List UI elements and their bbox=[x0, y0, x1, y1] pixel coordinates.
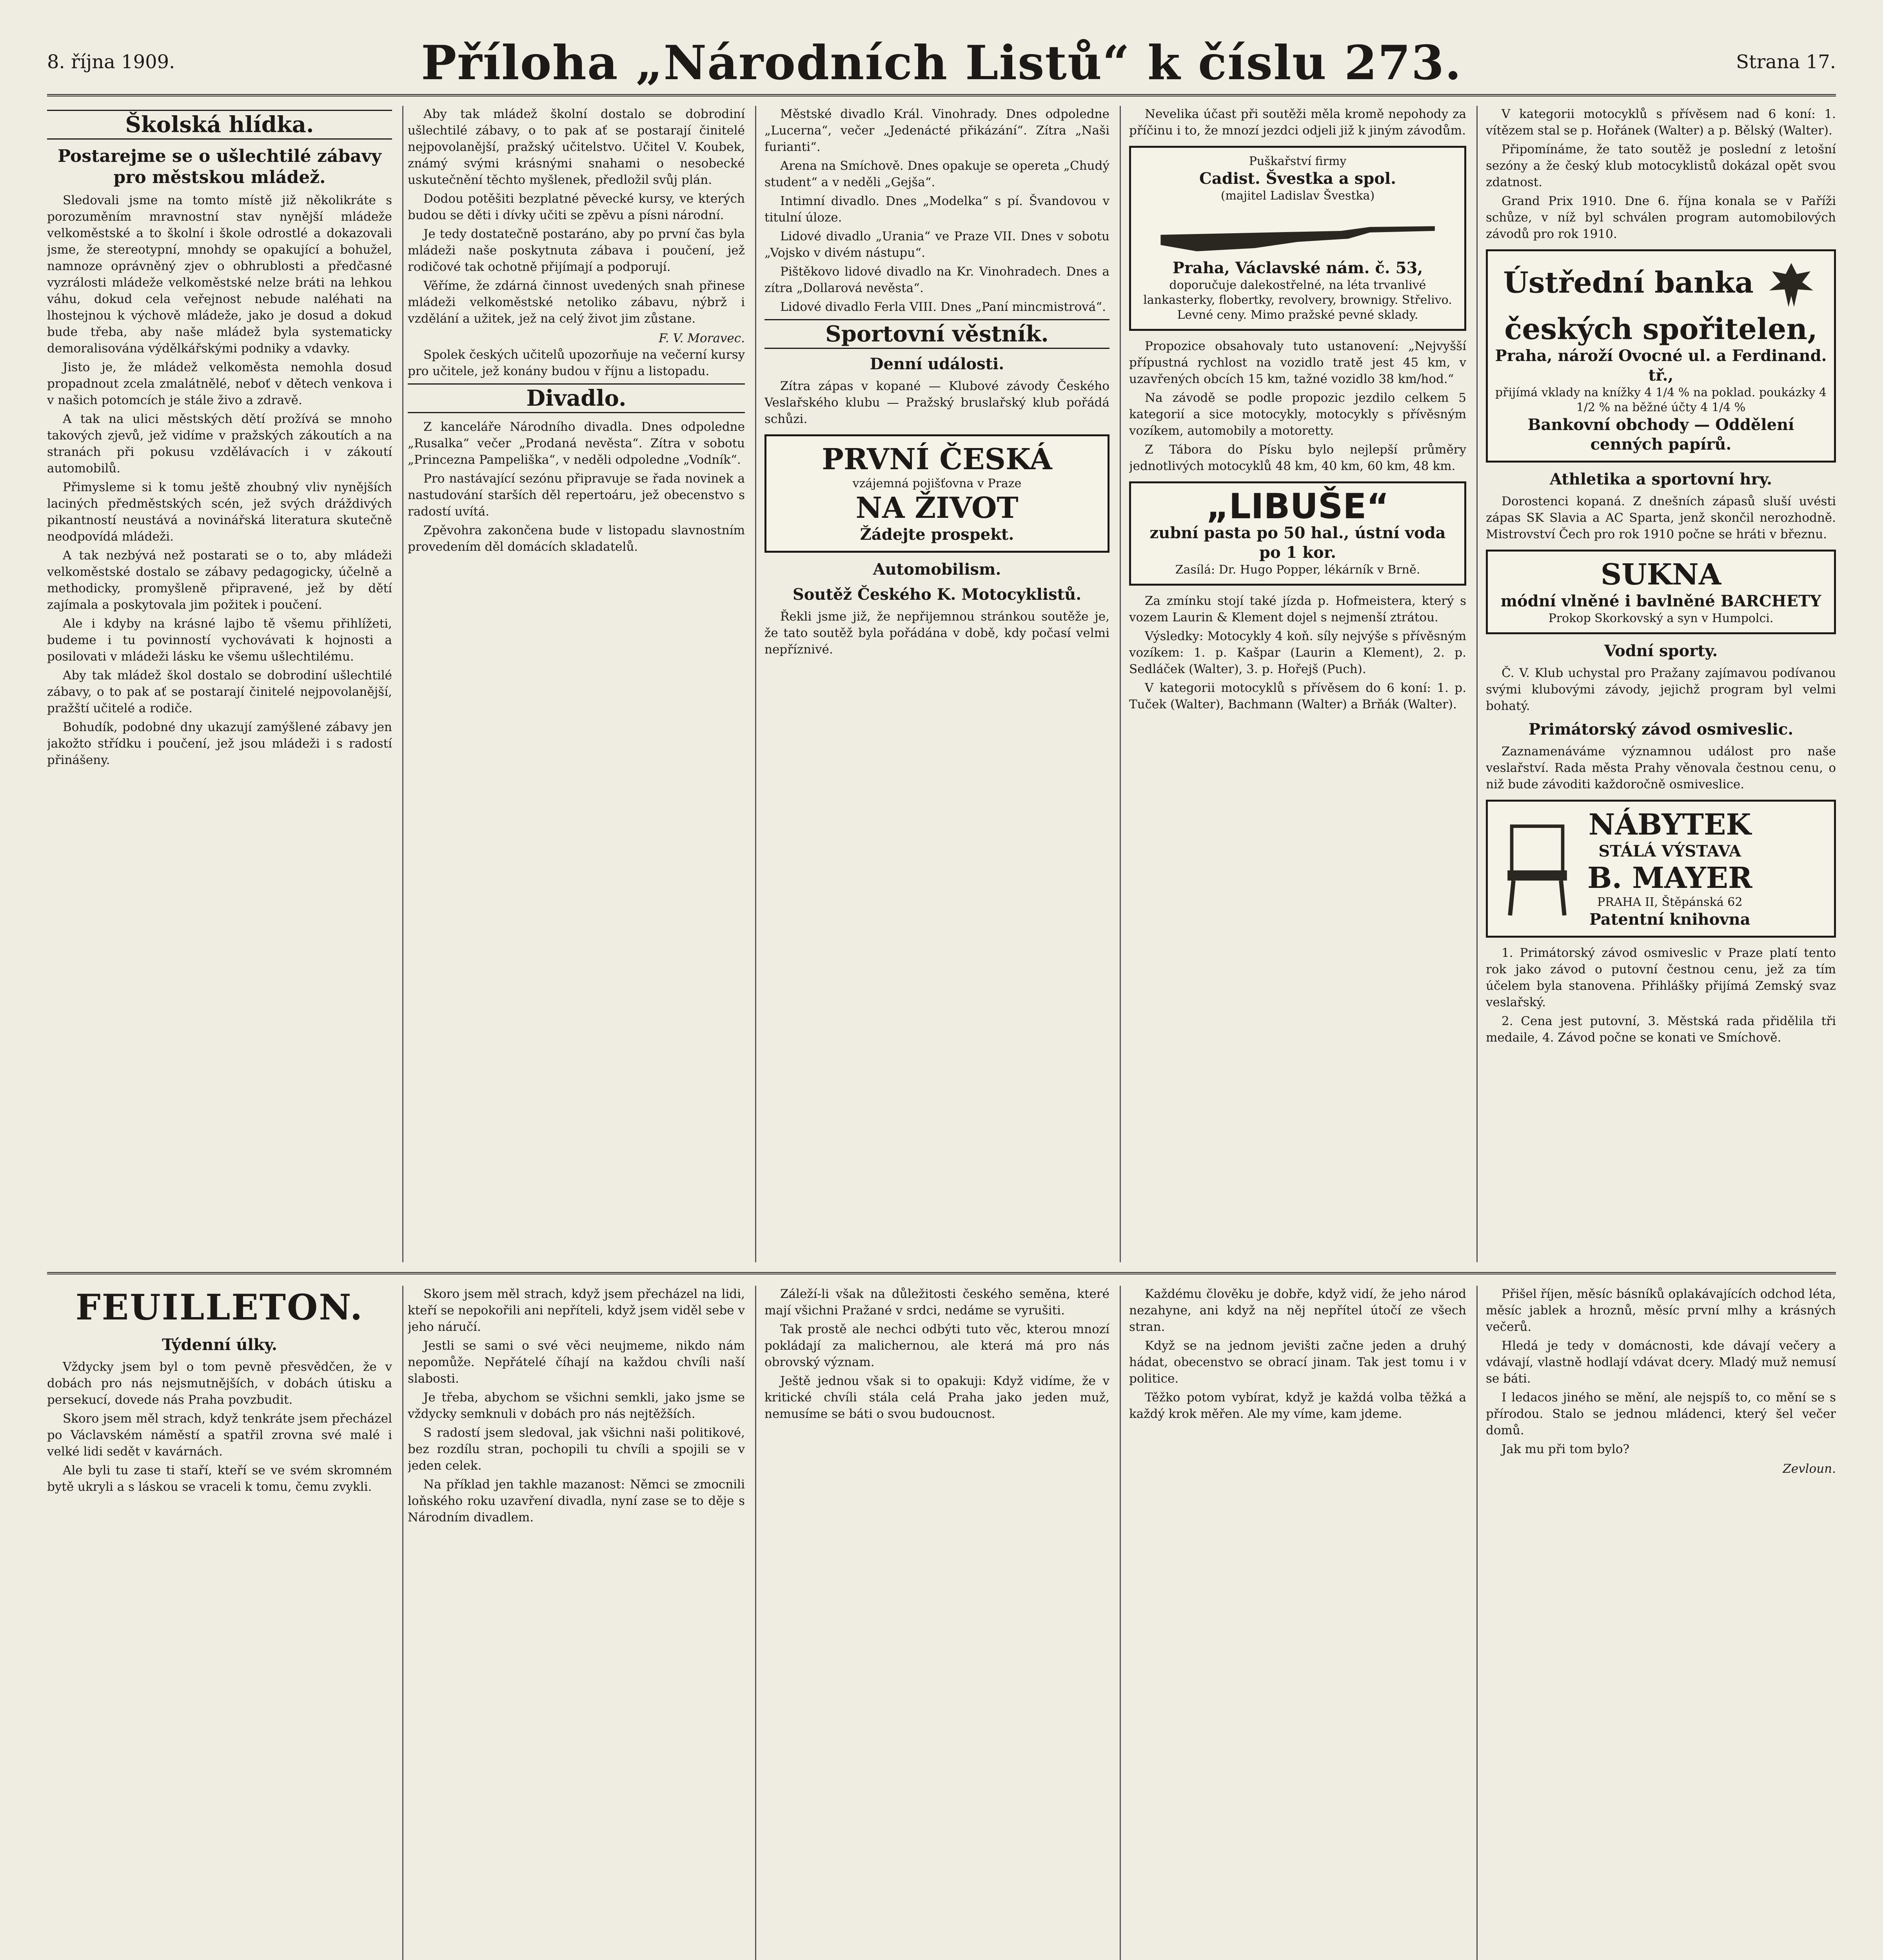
paragraph: Věříme, že zdárná činnost uvedených snah přinese mládeži velkoměstské netoliko zábavu, nýbrž i vzdělání a užitek, jež na celý život jim zůstane. bbox=[408, 279, 745, 326]
ad-headline: NÁBYTEK bbox=[1588, 808, 1751, 842]
ad-headline: SUKNA bbox=[1600, 558, 1721, 592]
ad-headline: PRVNÍ ČESKÁ bbox=[822, 443, 1052, 476]
ad-text: Puškařství firmy bbox=[1249, 154, 1347, 168]
paragraph: Ale byli tu zase ti staří, kteří se ve svém skromném bytě ukryli a s láskou se vraceli k tomu, čemu zvykli. bbox=[47, 1463, 392, 1494]
ad-headline-2: B. MAYER bbox=[1587, 861, 1752, 895]
paragraph: A tak nezbývá než postarati se o to, aby mládeži velkoměstské dostalo se zábavy pedagogicky, účelně a methodicky, promyšleně připravené, jež by dětí zajímala a poskytovala jim požitek i poučení. bbox=[47, 548, 392, 612]
paragraph: Grand Prix 1910. Dne 6. října konala se v Paříži schůze, v níž byl schválen program automobilových závodů pro rok 1910. bbox=[1486, 194, 1836, 241]
ad-headline bbox=[1494, 258, 1828, 312]
ad-headline: „LIBUŠE“ bbox=[1206, 486, 1389, 526]
paragraph: Hledá je tedy v domácnosti, kde dávají večery a vdávají, vlastně hodlají vdávat dcery. Mladý muž nemusí se báti. bbox=[1486, 1339, 1836, 1386]
article-headline: Postarejme se o ušlechtilé zábavy pro městskou mládež. bbox=[58, 146, 381, 187]
paragraph: Dodou potěšiti bezplatné pěvecké kursy, ve kterých budou se děti i dívky učiti se zpěvu a písni národní. bbox=[408, 192, 745, 222]
ad-mayer bbox=[1486, 800, 1836, 938]
paragraph: Propozice obsahovaly tuto ustanovení: „Nejvyšší přípustná rychlost na vozidlo tratě jest 45 km, v uzavřených obcích 15 km, tažné vozidlo 38 km/hod.“ bbox=[1129, 339, 1466, 386]
paragraph: Na závodě se podle propozic jezdilo celkem 5 kategorií a sice motocykly, motocykly s přívěsným vozíkem, automobily a motoretty. bbox=[1129, 391, 1466, 438]
subsection-title: Vodní sporty. bbox=[1604, 642, 1718, 660]
column-sport-cont bbox=[1129, 106, 1478, 1262]
ad-headline: Cadist. Švestka a spol. bbox=[1199, 169, 1396, 188]
paragraph: A tak na ulici městských dětí prožívá se mnoho takových zjevů, jež vidíme v pražských zákoutích a na stranách při pokusu vzdělávacích i v zákoutí automobilů. bbox=[47, 412, 392, 475]
ad-svestka bbox=[1129, 146, 1466, 331]
paragraph: V kategorii motocyklů s přívěsem do 6 koní: 1. p. Tuček (Walter), Bachmann (Walter) a Brňák (Walter). bbox=[1129, 681, 1466, 711]
ad-headline-2: českých spořitelen, bbox=[1504, 312, 1818, 346]
paragraph: Zpěvohra zakončena bude v listopadu slavnostním provedením děl domácích skladatelů. bbox=[408, 523, 745, 554]
feuilleton-col-5 bbox=[1486, 1286, 1836, 1960]
paragraph: Každému člověku je dobře, když vidí, že jeho národ nezahyne, ani když na něj nepřítel útočí ze všech stran. bbox=[1129, 1287, 1466, 1334]
paragraph: Městské divadlo Král. Vinohrady. Dnes odpoledne „Lucerna“, večer „Jedenácté přikázání“. Zítra „Naši furianti“. bbox=[764, 107, 1109, 154]
column-theatre-sport bbox=[764, 106, 1121, 1262]
paragraph: 1. Primátorský závod osmiveslic v Praze platí tento rok jako závod o putovní čestnou cenu, jež za tím účelem byla stanovena. Přihlášky přijímá Zemský svaz veslařský. bbox=[1486, 946, 1836, 1009]
paragraph: Jak mu při tom bylo? bbox=[1502, 1442, 1630, 1456]
paragraph: Z Tábora do Písku bylo nejlepší průměry jednotlivých motocyklů 48 km, 40 km, 60 km, 48 km. bbox=[1129, 443, 1466, 473]
ad-headline-2: NA ŽIVOT bbox=[855, 491, 1019, 525]
ad-address: PRAHA II, Štěpánská 62 bbox=[1597, 895, 1743, 909]
paragraph: Těžko potom vybírat, když je každá volba těžká a každý krok měřen. Ale my víme, kam jdeme. bbox=[1129, 1390, 1466, 1421]
paragraph: Pištěkovo lidové divadlo na Kr. Vinohradech. Dnes a zítra „Dollarová nevěsta“. bbox=[764, 265, 1109, 295]
subsection-title: Soutěž Českého K. Motocyklistů. bbox=[792, 585, 1082, 604]
ad-libuse bbox=[1129, 481, 1466, 586]
paragraph: Za zmínku stojí také jízda p. Hofmeistera, který s vozem Laurin & Klement dojel s nejmenší ztrátou. bbox=[1129, 594, 1466, 624]
feuilleton-columns bbox=[47, 1286, 1836, 1960]
section-title-school: Školská hlídka. bbox=[47, 110, 392, 140]
paragraph: Přišel říjen, měsíc básníků oplakávajících odchod léta, měsíc jablek a hroznů, měsíc první mlhy a krásných večerů. bbox=[1486, 1287, 1836, 1334]
subsection-title: Athletika a sportovní hry. bbox=[1549, 470, 1772, 488]
ad-text: vzájemná pojišťovna v Praze bbox=[852, 477, 1022, 490]
paragraph: Výsledky: Motocykly 4 koň. síly nejvýše s přívěsným vozíkem: 1. p. Kašpar (Laurin a Klement), 2. p. Sedláček (Walter), 3. p. Hořejš (Puch). bbox=[1129, 629, 1466, 676]
paragraph: Aby tak mládež škol dostalo se dobrodiní ušlechtilé zábavy, o to pak ať se postarají činitelé nejpovolanější, pražští učitelé a rodiče. bbox=[47, 668, 392, 715]
paragraph: Tak prostě ale nechci odbýti tuto věc, kterou mnozí pokládají za malichernou, ale která má pro nás obrovský význam. bbox=[764, 1322, 1109, 1369]
issue-date: 8. října 1909. bbox=[47, 51, 175, 73]
paragraph: V kategorii motocyklů s přívěsem nad 6 koní: 1. vítězem stal se p. Hořánek (Walter) a p. Bělský (Walter). bbox=[1486, 107, 1836, 138]
paragraph: Je tedy dostatečně postaráno, aby po první čas byla mládeži naše poskytnuta zábava i poučení, jež rodičové tak ochotně přijímají a podporují. bbox=[408, 227, 745, 274]
column-school-cont bbox=[408, 106, 756, 1262]
eagle-icon bbox=[1764, 258, 1819, 312]
paragraph: Jisto je, že mládež velkoměsta nemohla dosud propadnout zcela zmalátnělé, neboť v dětech venkova i v našich potomcích je stále živo a zdravě. bbox=[47, 360, 392, 407]
paragraph: Záleží-li však na důležitosti českého seměna, které mají všichni Pražané v srdci, nedáme se vyrušiti. bbox=[764, 1287, 1109, 1318]
paragraph: Vždycky jsem byl o tom pevně přesvědčen, že v dobách pro nás nejsmutnějších, v dobách útisku a persekucí, dovede nás Praha povzbudit. bbox=[47, 1360, 392, 1407]
paragraph: Pro nastávající sezónu připravuje se řada novinek a nastudování starších děl repertoáru, jež obecenstvo s radostí uvítá. bbox=[408, 472, 745, 519]
paragraph: Když se na jednom jevišti začne jeden a druhý hádat, obecenstvo se obrací jinam. Tak jest tomu i v politice. bbox=[1129, 1339, 1466, 1386]
ad-text: zubní pasta po 50 hal., ústní voda po 1 kor. bbox=[1149, 524, 1446, 562]
ad-text: Bankovní obchody — Oddělení cenných papírů. bbox=[1527, 416, 1794, 454]
feuilleton-col-3 bbox=[764, 1286, 1121, 1960]
paragraph: Dorostenci kopaná. Z dnešních zápasů sluší uvésti zápas SK Slavia a AC Sparta, jenž skončil nerozhodně. Mistrovství Čech pro rok 1910 počne se hráti v březnu. bbox=[1486, 494, 1836, 541]
subsection-title: Primátorský závod osmiveslic. bbox=[1528, 720, 1794, 739]
feuilleton-col-1 bbox=[47, 1286, 403, 1960]
paragraph: Arena na Smíchově. Dnes opakuje se opereta „Chudý student“ a v neděli „Gejša“. bbox=[764, 159, 1109, 189]
paragraph: Ještě jednou však si to opakuji: Když vidíme, že v kritické chvíli stála celá Praha jako jeden muž, nemusíme se báti o svou budoucnost. bbox=[764, 1374, 1109, 1421]
feuilleton-signature: Zevloun. bbox=[1783, 1462, 1836, 1476]
paragraph: Intimní divadlo. Dnes „Modelka“ s pí. Švandovou v titulní úloze. bbox=[764, 194, 1109, 225]
ad-text: (majitel Ladislav Švestka) bbox=[1220, 189, 1375, 203]
column-right bbox=[1486, 106, 1836, 1262]
paragraph: Připomínáme, že tato soutěž je poslední z letošní sezóny a že český klub motocyklistů dokázal opět svou zdatnost. bbox=[1486, 142, 1836, 189]
paragraph: Z kanceláře Národního divadla. Dnes odpoledne „Rusalka“ večer „Prodaná nevěsta“. Zítra v sobotu „Princezna Pampeliška“, v neděli odpoledne „Vodník“. bbox=[408, 420, 745, 467]
paragraph: Nevelika účast při soutěži měla kromě nepohody za příčinu i to, že mnozí jezdci odjeli již k jiným závodům. bbox=[1129, 107, 1466, 138]
paragraph: Aby tak mládež školní dostalo se dobrodiní ušlechtilé zábavy, o to pak ať se postarají činitelé nejpovolanější, pražský učitelstvo. Učitel V. Koubek, známý svými krásnými snahami o nesobecké uskutečnění těchto myšlenek, předložil svůj plán. bbox=[408, 107, 745, 187]
page-number: Strana 17. bbox=[1736, 51, 1836, 73]
paragraph: Je třeba, abychom se všichni semkli, jako jsme se vždycky semknuli v dobách pro nás nejtěžších. bbox=[408, 1390, 745, 1421]
paragraph: Ale i kdyby na krásné lajbo tě všemu přihlížeti, budeme i tu povinností vychovávati k hojnosti a posilovati v mládeži lásku ke všemu ušlechtilému. bbox=[47, 617, 392, 664]
ad-bank bbox=[1486, 249, 1836, 463]
paragraph: Přimysleme si k tomu ještě zhoubný vliv nynějších laciných předměstských scén, jež svých dráždivých pikantností neustává a novinářská literatura skutečně neodpovídá mládeži. bbox=[47, 480, 392, 544]
supplement-title: Příloha „Národních Listů“ k číslu 273. bbox=[421, 35, 1462, 91]
newspaper-page bbox=[47, 27, 1836, 1960]
ad-text: STÁLÁ VÝSTAVA bbox=[1598, 842, 1741, 860]
ad-text: Prokop Skorkovský a syn v Humpolci. bbox=[1548, 612, 1774, 625]
ad-text: Zasílá: Dr. Hugo Popper, lékárník v Brně. bbox=[1175, 563, 1420, 577]
section-title-theatre: Divadlo. bbox=[408, 383, 745, 413]
subsection-title: Denní události. bbox=[870, 355, 1004, 373]
masthead bbox=[47, 27, 1836, 96]
feuilleton-title: FEUILLETON. bbox=[75, 1287, 364, 1328]
paragraph: Na příklad jen takhle mazanost: Němci se zmocnili loňského roku uzavření divadla, nyní zase se to děje s Národním divadlem. bbox=[408, 1477, 745, 1524]
section-title-sport: Sportovní věstník. bbox=[764, 319, 1109, 349]
subsection-title: Automobilism. bbox=[873, 560, 1001, 579]
ad-cta: Žádejte prospekt. bbox=[860, 525, 1014, 544]
paragraph: Zítra zápas v kopané — Klubové závody Českého Veslařského klubu — Pražský bruslařský klub pořádá schůzi. bbox=[764, 379, 1109, 426]
feuilleton-col-4 bbox=[1129, 1286, 1478, 1960]
ad-prvni-ceska bbox=[764, 434, 1109, 553]
paragraph: Bohudík, podobné dny ukazují zamýšlené zábavy jen jakožto střídku i poučení, jež jsou mládeži i s radostí přinášeny. bbox=[47, 720, 392, 767]
paragraph: Sledovali jsme na tomto místě již několikráte s porozuměním mravnostní stav nynější mládeže velkoměstské a to školní i škole odrostlé a dokazovali jsme, že stereotypní, mnohdy se opakující a bohužel, namnoze oprávněný zjev o obhrublosti a předčasné vyzrálosti mládeže velkoměstské nelze bráti na lehkou váhu, dokud cela veřejnost nebude naléhati na lhostejnou k výchově mládeže, jako je dosud a dokud bude třeba, aby naše mládež byla systematicky demoralisována výdělkářskými podniky a vdavky. bbox=[47, 193, 392, 356]
ad-sukna bbox=[1486, 550, 1836, 634]
paragraph: Lidové divadlo Ferla VIII. Dnes „Paní mincmistrová“. bbox=[780, 300, 1106, 314]
paragraph: Skoro jsem měl strach, když jsem přecházel na lidi, kteří se nepokořili ani nepříteli, když jsem viděl sebe v jeho náručí. bbox=[408, 1287, 745, 1334]
ad-address: Praha, Václavské nám. č. 53, bbox=[1172, 259, 1423, 277]
feuilleton-subtitle: Týdenní úlky. bbox=[162, 1336, 277, 1354]
paragraph: I ledacos jiného se mění, ale nejspíš to, co mění se s přírodou. Stalo se jednou mládenci, který šel večer domů. bbox=[1486, 1390, 1836, 1437]
paragraph: Jestli se sami o své věci neujmeme, nikdo nám nepomůže. Nepřátelé číhají na každou chvíli naší slabosti. bbox=[408, 1339, 745, 1386]
paragraph: S radostí jsem sledoval, jak všichni naši politikové, bez rozdílu stran, pochopili tu chvíli a spojili se v jeden celek. bbox=[408, 1426, 745, 1473]
ad-text: módní vlněné i bavlněné BARCHETY bbox=[1500, 592, 1821, 610]
ad-text: přijímá vklady na knížky 4 1/4 % na poklad. poukázky 4 1/2 % na běžné účty 4 1/4 % bbox=[1495, 386, 1827, 414]
paragraph: Lidové divadlo „Urania“ ve Praze VII. Dnes v sobotu „Vojsko v divém nástupu“. bbox=[764, 229, 1109, 260]
paragraph: Zaznamenáváme významnou událost pro naše veslařství. Rada města Prahy věnovala čestnou cenu, o niž bude závoditi každoročně osmiveslice. bbox=[1486, 744, 1836, 791]
column-school bbox=[47, 106, 403, 1262]
article-signature: F. V. Moravec. bbox=[659, 331, 745, 345]
bank-name: Ústřední banka bbox=[1503, 266, 1754, 300]
upper-columns bbox=[47, 106, 1836, 1262]
chair-icon bbox=[1494, 818, 1580, 920]
paragraph: Řekli jsme již, že nepřijemnou stránkou soutěže je, že tato soutěž byla pořádána v době, kdy počasí velmi nepříznivé. bbox=[764, 610, 1109, 657]
ad-text: doporučuje dalekostřelné, na léta trvanlivé lankasterky, flobertky, revolvery, brownigy. Střelivo. Levné ceny. Mimo pražské pevné sklady. bbox=[1143, 278, 1452, 322]
paragraph: 2. Cena jest putovní, 3. Městská rada přidělila tři medaile, 4. Závod počne se konati ve Smíchově. bbox=[1486, 1014, 1836, 1045]
section-divider bbox=[47, 1272, 1836, 1274]
ad-text: Patentní knihovna bbox=[1589, 910, 1750, 929]
paragraph: Č. V. Klub uchystal pro Pražany zajímavou podívanou svými klubovými závody, jejichž program byl velmi bohatý. bbox=[1486, 666, 1836, 713]
feuilleton-col-2 bbox=[408, 1286, 756, 1960]
paragraph: Skoro jsem měl strach, když tenkráte jsem přecházel po Václavském náměstí a spatřil zrovna své malé i velké lidi sedět v kavárnách. bbox=[47, 1412, 392, 1459]
notice: Spolek českých učitelů upozorňuje na večerní kursy pro učitele, jež konány budou v říjnu a listopadu. bbox=[408, 348, 745, 378]
rifle-icon bbox=[1153, 207, 1442, 254]
ad-address: Praha, nároží Ovocné ul. a Ferdinand. tř., bbox=[1495, 347, 1827, 385]
